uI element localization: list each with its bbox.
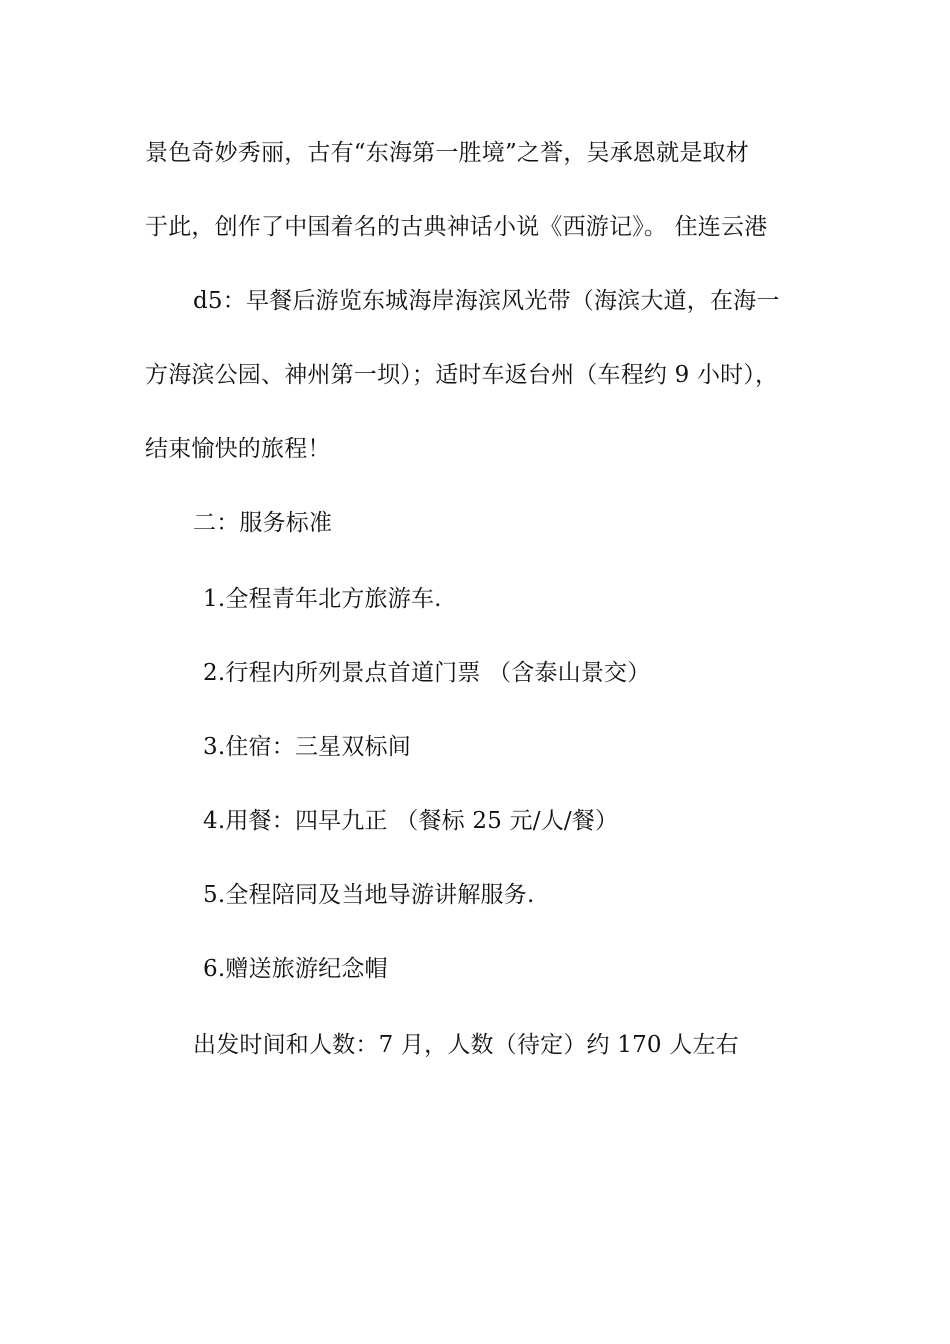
service-item-4: 4.用餐：四早九正 （餐标 25 元/人/餐） xyxy=(203,808,619,834)
departure-info: 出发时间和人数：7 月，人数（待定）约 170 人左右 xyxy=(193,1032,739,1058)
paragraph-line-4: 方海滨公园、神州第一坝）；适时车返台州（车程约 9 小时）， xyxy=(145,362,779,388)
service-item-6: 6.赠送旅游纪念帽 xyxy=(203,956,388,982)
paragraph-line-3: d5：早餐后游览东城海岸海滨风光带（海滨大道，在海一 xyxy=(193,288,780,314)
service-item-3: 3.住宿：三星双标间 xyxy=(203,734,411,760)
paragraph-line-2: 于此，创作了中国着名的古典神话小说《西游记》。 住连云港 xyxy=(145,214,768,240)
service-item-2: 2.行程内所列景点首道门票 （含泰山景交） xyxy=(203,660,651,686)
paragraph-line-5: 结束愉快的旅程！ xyxy=(145,436,331,462)
section-heading: 二：服务标准 xyxy=(193,510,333,536)
service-item-5: 5.全程陪同及当地导游讲解服务. xyxy=(203,882,535,908)
service-item-1: 1.全程青年北方旅游车. xyxy=(203,586,442,612)
paragraph-line-1: 景色奇妙秀丽，古有“东海第一胜境”之誉，吴承恩就是取材 xyxy=(145,140,749,166)
